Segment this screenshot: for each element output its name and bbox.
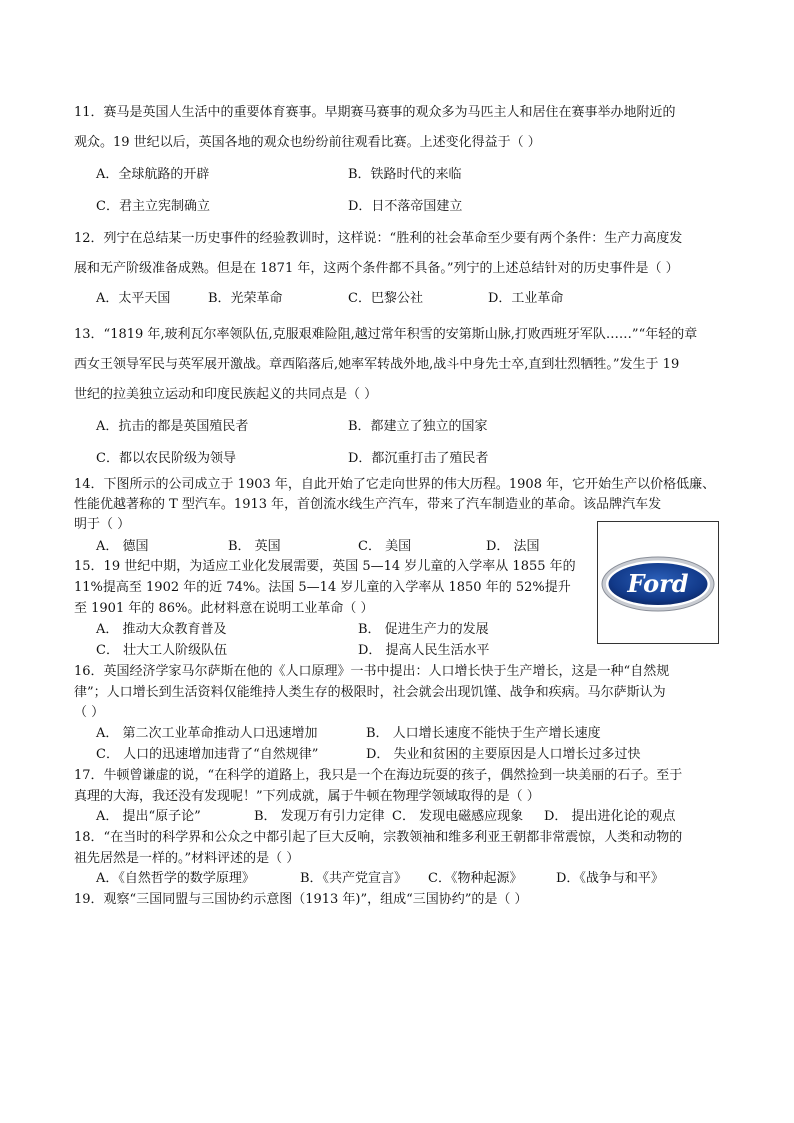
q14-stem-line2: 性能优越著称的 T 型汽车。1913 年，首创流水线生产汽车，带来了汽车制造业的革命。该品牌汽车发 <box>74 497 662 512</box>
q12-option-b[interactable]: B．光荣革命 <box>208 291 283 306</box>
q11-option-c[interactable]: C．君主立宪制确立 <box>96 199 210 214</box>
q14-stem-line3: 明于（ ） <box>74 517 131 532</box>
q16-option-b[interactable]: B． 人口增长速度不能快于生产增长速度 <box>366 726 601 741</box>
q17-option-c[interactable]: C． 发现电磁感应现象 <box>392 809 524 824</box>
q15-option-b[interactable]: B． 促进生产力的发展 <box>358 622 489 637</box>
q11-stem-line1: 11．赛马是英国人生活中的重要体育赛事。早期赛马赛事的观众多为马匹主人和居住在赛事举办地附近的 <box>74 105 676 120</box>
q15-stem-line2: 11%提高至 1902 年的近 74%。法国 5—14 岁儿童的入学率从 1850 年的 52%提升 <box>74 580 571 595</box>
q15-stem-line3: 至 1901 年的 86%。此材料意在说明工业革命（ ） <box>74 601 374 616</box>
ford-logo-image <box>597 521 719 644</box>
q14-option-b[interactable]: B． 英国 <box>228 539 281 554</box>
q11-option-b[interactable]: B．铁路时代的来临 <box>348 167 462 182</box>
q13-option-d[interactable]: D．都沉重打击了殖民者 <box>348 451 489 466</box>
ford-logo-icon <box>598 522 718 643</box>
q18-option-b[interactable]: B．《共产党宣言》 <box>300 871 408 886</box>
q12-stem-line1: 12．列宁在总结某一历史事件的经验教训时，这样说：“胜利的社会革命至少要有两个条件：生产力高度发 <box>74 231 683 246</box>
q11-stem-line2: 观众。19 世纪以后，英国各地的观众也纷纷前往观看比赛。上述变化得益于（ ） <box>74 135 541 150</box>
q15-option-c[interactable]: C． 壮大工人阶级队伍 <box>96 643 228 658</box>
q13-stem-line3: 世纪的拉美独立运动和印度民族起义的共同点是（ ） <box>74 387 378 402</box>
q16-option-c[interactable]: C． 人口的迅速增加违背了“自然规律” <box>96 747 319 762</box>
q13-option-c[interactable]: C．都以农民阶级为领导 <box>96 451 236 466</box>
q12-option-c[interactable]: C．巴黎公社 <box>348 291 423 306</box>
q12-option-a[interactable]: A．太平天国 <box>96 291 171 306</box>
q18-option-d[interactable]: D．《战争与和平》 <box>556 871 664 886</box>
q13-option-a[interactable]: A．抗击的都是英国殖民者 <box>96 419 249 434</box>
q19-stem-line1: 19．观察“三国同盟与三国协约示意图（1913 年)”，组成“三国协约”的是（ ） <box>74 892 528 907</box>
ford-logo-text: Ford <box>627 569 689 598</box>
q13-stem-line2: 西女王领导军民与英军展开激战。章西陷落后,她率军转战外地,战斗中身先士卒,直到壮烈牺牲。”发生于 19 <box>74 357 680 372</box>
q13-option-b[interactable]: B．都建立了独立的国家 <box>348 419 488 434</box>
q17-option-a[interactable]: A． 提出“原子论” <box>96 809 201 824</box>
q16-option-a[interactable]: A． 第二次工业革命推动人口迅速增加 <box>96 726 318 741</box>
q11-option-d[interactable]: D．日不落帝国建立 <box>348 199 463 214</box>
q13-stem-line1: 13．“1819 年,玻利瓦尔率领队伍,克服艰难险阻,越过常年积雪的安第斯山脉,打败西班牙军队……”“年轻的章 <box>74 327 698 342</box>
q12-stem-line2: 展和无产阶级准备成熟。但是在 1871 年，这两个条件都不具备。”列宁的上述总结针对的历史事件是（ ） <box>74 261 679 276</box>
q17-option-d[interactable]: D． 提出进化论的观点 <box>544 809 676 824</box>
q15-option-d[interactable]: D． 提高人民生活水平 <box>358 643 490 658</box>
q14-option-a[interactable]: A． 德国 <box>96 539 149 554</box>
q16-stem-line1: 16．英国经济学家马尔萨斯在他的《人口原理》一书中提出：人口增长快于生产增长，这是一种“自然规 <box>74 664 670 679</box>
q17-stem-line2: 真理的大海，我还没有发现呢！”下列成就，属于牛顿在物理学领域取得的是（ ） <box>74 789 540 804</box>
q16-stem-line2: 律”；人口增长到生活资料仅能维持人类生存的极限时，社会就会出现饥馑、战争和疾病。马尔萨斯认为 <box>74 685 666 700</box>
q16-stem-line3: （ ） <box>74 705 105 720</box>
q17-stem-line1: 17．牛顿曾谦虚的说，“在科学的道路上，我只是一个在海边玩耍的孩子，偶然捡到一块美丽的石子。至于 <box>74 768 683 783</box>
q18-stem-line1: 18．“在当时的科学界和公众之中都引起了巨大反响，宗教领袖和维多利亚王朝都非常震惊，人类和动物的 <box>74 830 683 845</box>
q16-option-d[interactable]: D． 失业和贫困的主要原因是人口增长过多过快 <box>366 747 641 762</box>
q14-stem-line1: 14．下图所示的公司成立于 1903 年，自此开始了它走向世界的伟大历程。1908 年，它开始生产以价格低廉、 <box>74 477 716 492</box>
q14-option-c[interactable]: C． 美国 <box>358 539 412 554</box>
q17-option-b[interactable]: B． 发现万有引力定律 <box>254 809 385 824</box>
q15-stem-line1: 15．19 世纪中期，为适应工业化发展需要，英国 5—14 岁儿童的入学率从 1855 年的 <box>74 559 576 574</box>
q15-option-a[interactable]: A． 推动大众教育普及 <box>96 622 227 637</box>
q12-option-d[interactable]: D．工业革命 <box>488 291 564 306</box>
q14-option-d[interactable]: D． 法国 <box>486 539 540 554</box>
q18-option-a[interactable]: A．《自然哲学的数学原理》 <box>96 871 255 886</box>
q18-stem-line2: 祖先居然是一样的。”材料评述的是（ ） <box>74 851 300 866</box>
q11-option-a[interactable]: A．全球航路的开辟 <box>96 167 210 182</box>
q18-option-c[interactable]: C．《物种起源》 <box>428 871 523 886</box>
